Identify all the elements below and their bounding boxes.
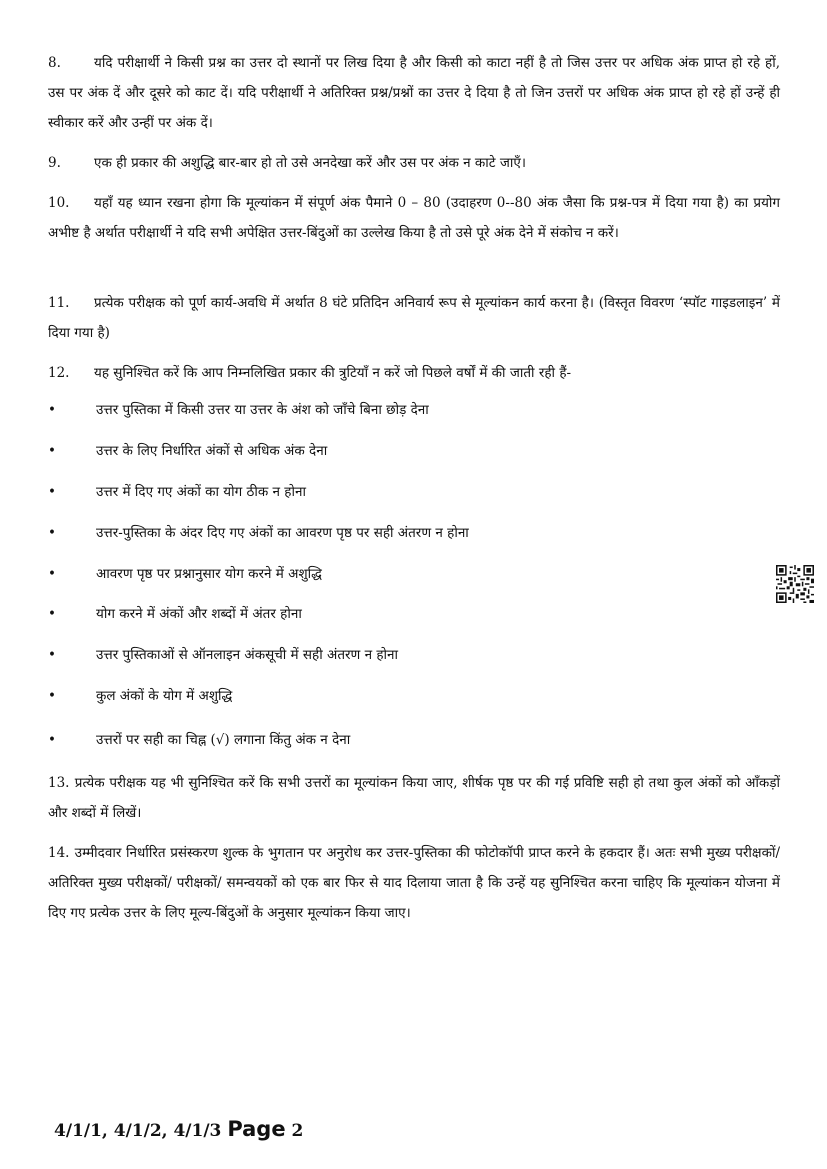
- list-item: [48, 399, 768, 421]
- paragraph-number: 12.: [48, 365, 70, 381]
- bullet-icon: •: [48, 443, 56, 459]
- list-item-text: उत्तर पुस्तिकाओं से ऑनलाइन अंकसूची में सही अंतरण न होना: [96, 647, 399, 663]
- bullet-icon: •: [48, 647, 56, 663]
- paragraph-number: 13.: [48, 775, 70, 791]
- bullet-icon: •: [48, 606, 56, 622]
- page-number: 2: [291, 1121, 304, 1141]
- bullet-icon: •: [48, 688, 56, 704]
- paper-codes: 4/1/1, 4/1/2, 4/1/3: [54, 1121, 222, 1141]
- list-item-text: कुल अंकों के योग में अशुद्धि: [96, 688, 233, 704]
- paragraph-text: यह सुनिश्चित करें कि आप निम्नलिखित प्रकार की त्रुटियाँ न करें जो पिछले वर्षों में की जाती रही हैं-: [94, 365, 572, 381]
- bullet-icon: •: [48, 402, 56, 418]
- paragraph-number: 14.: [48, 845, 70, 861]
- paragraph-13: [48, 768, 780, 828]
- list-item-text: उत्तर पुस्तिका में किसी उत्तर या उत्तर के अंश को जाँचे बिना छोड़ देना: [96, 402, 429, 418]
- paragraph-8: [48, 48, 780, 138]
- list-item-text: योग करने में अंकों और शब्दों में अंतर होना: [96, 606, 302, 622]
- paragraph-text: प्रत्येक परीक्षक को पूर्ण कार्य-अवधि में अर्थात 8 घंटे प्रतिदिन अनिवार्य रूप से मूल्यांकन कार्य करना है। (विस्तृत विवरण ‘स्पॉट गाइडलाइन’ में दिया गया है): [48, 295, 780, 341]
- paragraph-14: [48, 838, 780, 928]
- paragraph-text: यहाँ यह ध्यान रखना होगा कि मूल्यांकन में संपूर्ण अंक पैमाने 0 – 80 (उदाहरण 0--80 अंक जैसा कि प्रश्न-पत्र में दिया गया है) का प्रयोग अभीष्ट है अर्थात परीक्षार्थी ने यदि सभी अपेक्षित उत्तर-बिंदुओं का उल्लेख किया है तो उसे पूरे अंक देने में संकोच न करें।: [48, 195, 780, 241]
- list-item-text: उत्तर में दिए गए अंकों का योग ठीक न होना: [96, 484, 306, 500]
- paragraph-number: 9.: [48, 155, 61, 171]
- paragraph-10: [48, 188, 780, 248]
- bullet-icon: •: [48, 566, 56, 582]
- paragraph-text: उम्मीदवार निर्धारित प्रसंस्करण शुल्क के भुगतान पर अनुरोध कर उत्तर-पुस्तिका की फोटोकॉपी प्राप्त करने के हकदार हैं। अतः सभी मुख्य परीक्षकों/ अतिरिक्त मुख्य परीक्षकों/ परीक्षकों/ समन्वयकों को एक बार फिर से याद दिलाया जाता है कि उन्हें यह सुनिश्चित करना चाहिए कि मूल्यांकन योजना में दिए गए प्रत्येक उत्तर के लिए मूल्य-बिंदुओं के अनुसार मूल्यांकन किया जाए।: [48, 845, 780, 921]
- list-item: [48, 603, 768, 625]
- list-item: [48, 440, 768, 462]
- list-item: [48, 522, 768, 544]
- paragraph-number: 8.: [48, 55, 61, 71]
- page-label: Page: [227, 1117, 286, 1141]
- qr-code-icon: [776, 565, 814, 603]
- list-item-text: उत्तर के लिए निर्धारित अंकों से अधिक अंक देना: [96, 443, 328, 459]
- list-item: [48, 644, 768, 666]
- paragraph-text: प्रत्येक परीक्षक यह भी सुनिश्चित करें कि सभी उत्तरों का मूल्यांकन किया जाए, शीर्षक पृष्ठ पर की गई प्रविष्टि सही हो तथा कुल अंकों को आँकड़ों और शब्दों में लिखें।: [48, 775, 780, 821]
- paragraph-number: 11.: [48, 295, 70, 311]
- paragraph-number: 10.: [48, 195, 70, 211]
- list-item-text: उत्तर-पुस्तिका के अंदर दिए गए अंकों का आवरण पृष्ठ पर सही अंतरण न होना: [96, 525, 469, 541]
- list-item: [48, 685, 768, 707]
- list-item: [48, 481, 768, 503]
- bullet-icon: •: [48, 484, 56, 500]
- list-item-text: उत्तरों पर सही का चिह्न (√) लगाना किंतु अंक न देना: [96, 732, 351, 748]
- page-footer: [54, 1117, 303, 1141]
- paragraph-9: [48, 148, 780, 178]
- list-item: [48, 563, 768, 585]
- paragraph-12: [48, 358, 780, 388]
- bullet-icon: •: [48, 732, 56, 748]
- bullet-icon: •: [48, 525, 56, 541]
- list-item-text: आवरण पृष्ठ पर प्रश्नानुसार योग करने में अशुद्धि: [96, 566, 322, 582]
- paragraph-text: यदि परीक्षार्थी ने किसी प्रश्न का उत्तर दो स्थानों पर लिख दिया है और किसी को काटा नहीं है तो जिस उत्तर पर अधिक अंक प्राप्त हो रहे हों, उस पर अंक दें और दूसरे को काट दें। यदि परीक्षार्थी ने अतिरिक्त प्रश्न/प्रश्नों का उत्तर दे दिया है तो जिन उत्तरों पर अधिक अंक प्राप्त हो रहे हों उन्हें ही स्वीकार करें और उन्हीं पर अंक दें।: [48, 55, 780, 131]
- paragraph-text: एक ही प्रकार की अशुद्धि बार-बार हो तो उसे अनदेखा करें और उस पर अंक न काटे जाएँ।: [94, 155, 526, 171]
- list-item: [48, 729, 768, 751]
- paragraph-11: [48, 288, 780, 348]
